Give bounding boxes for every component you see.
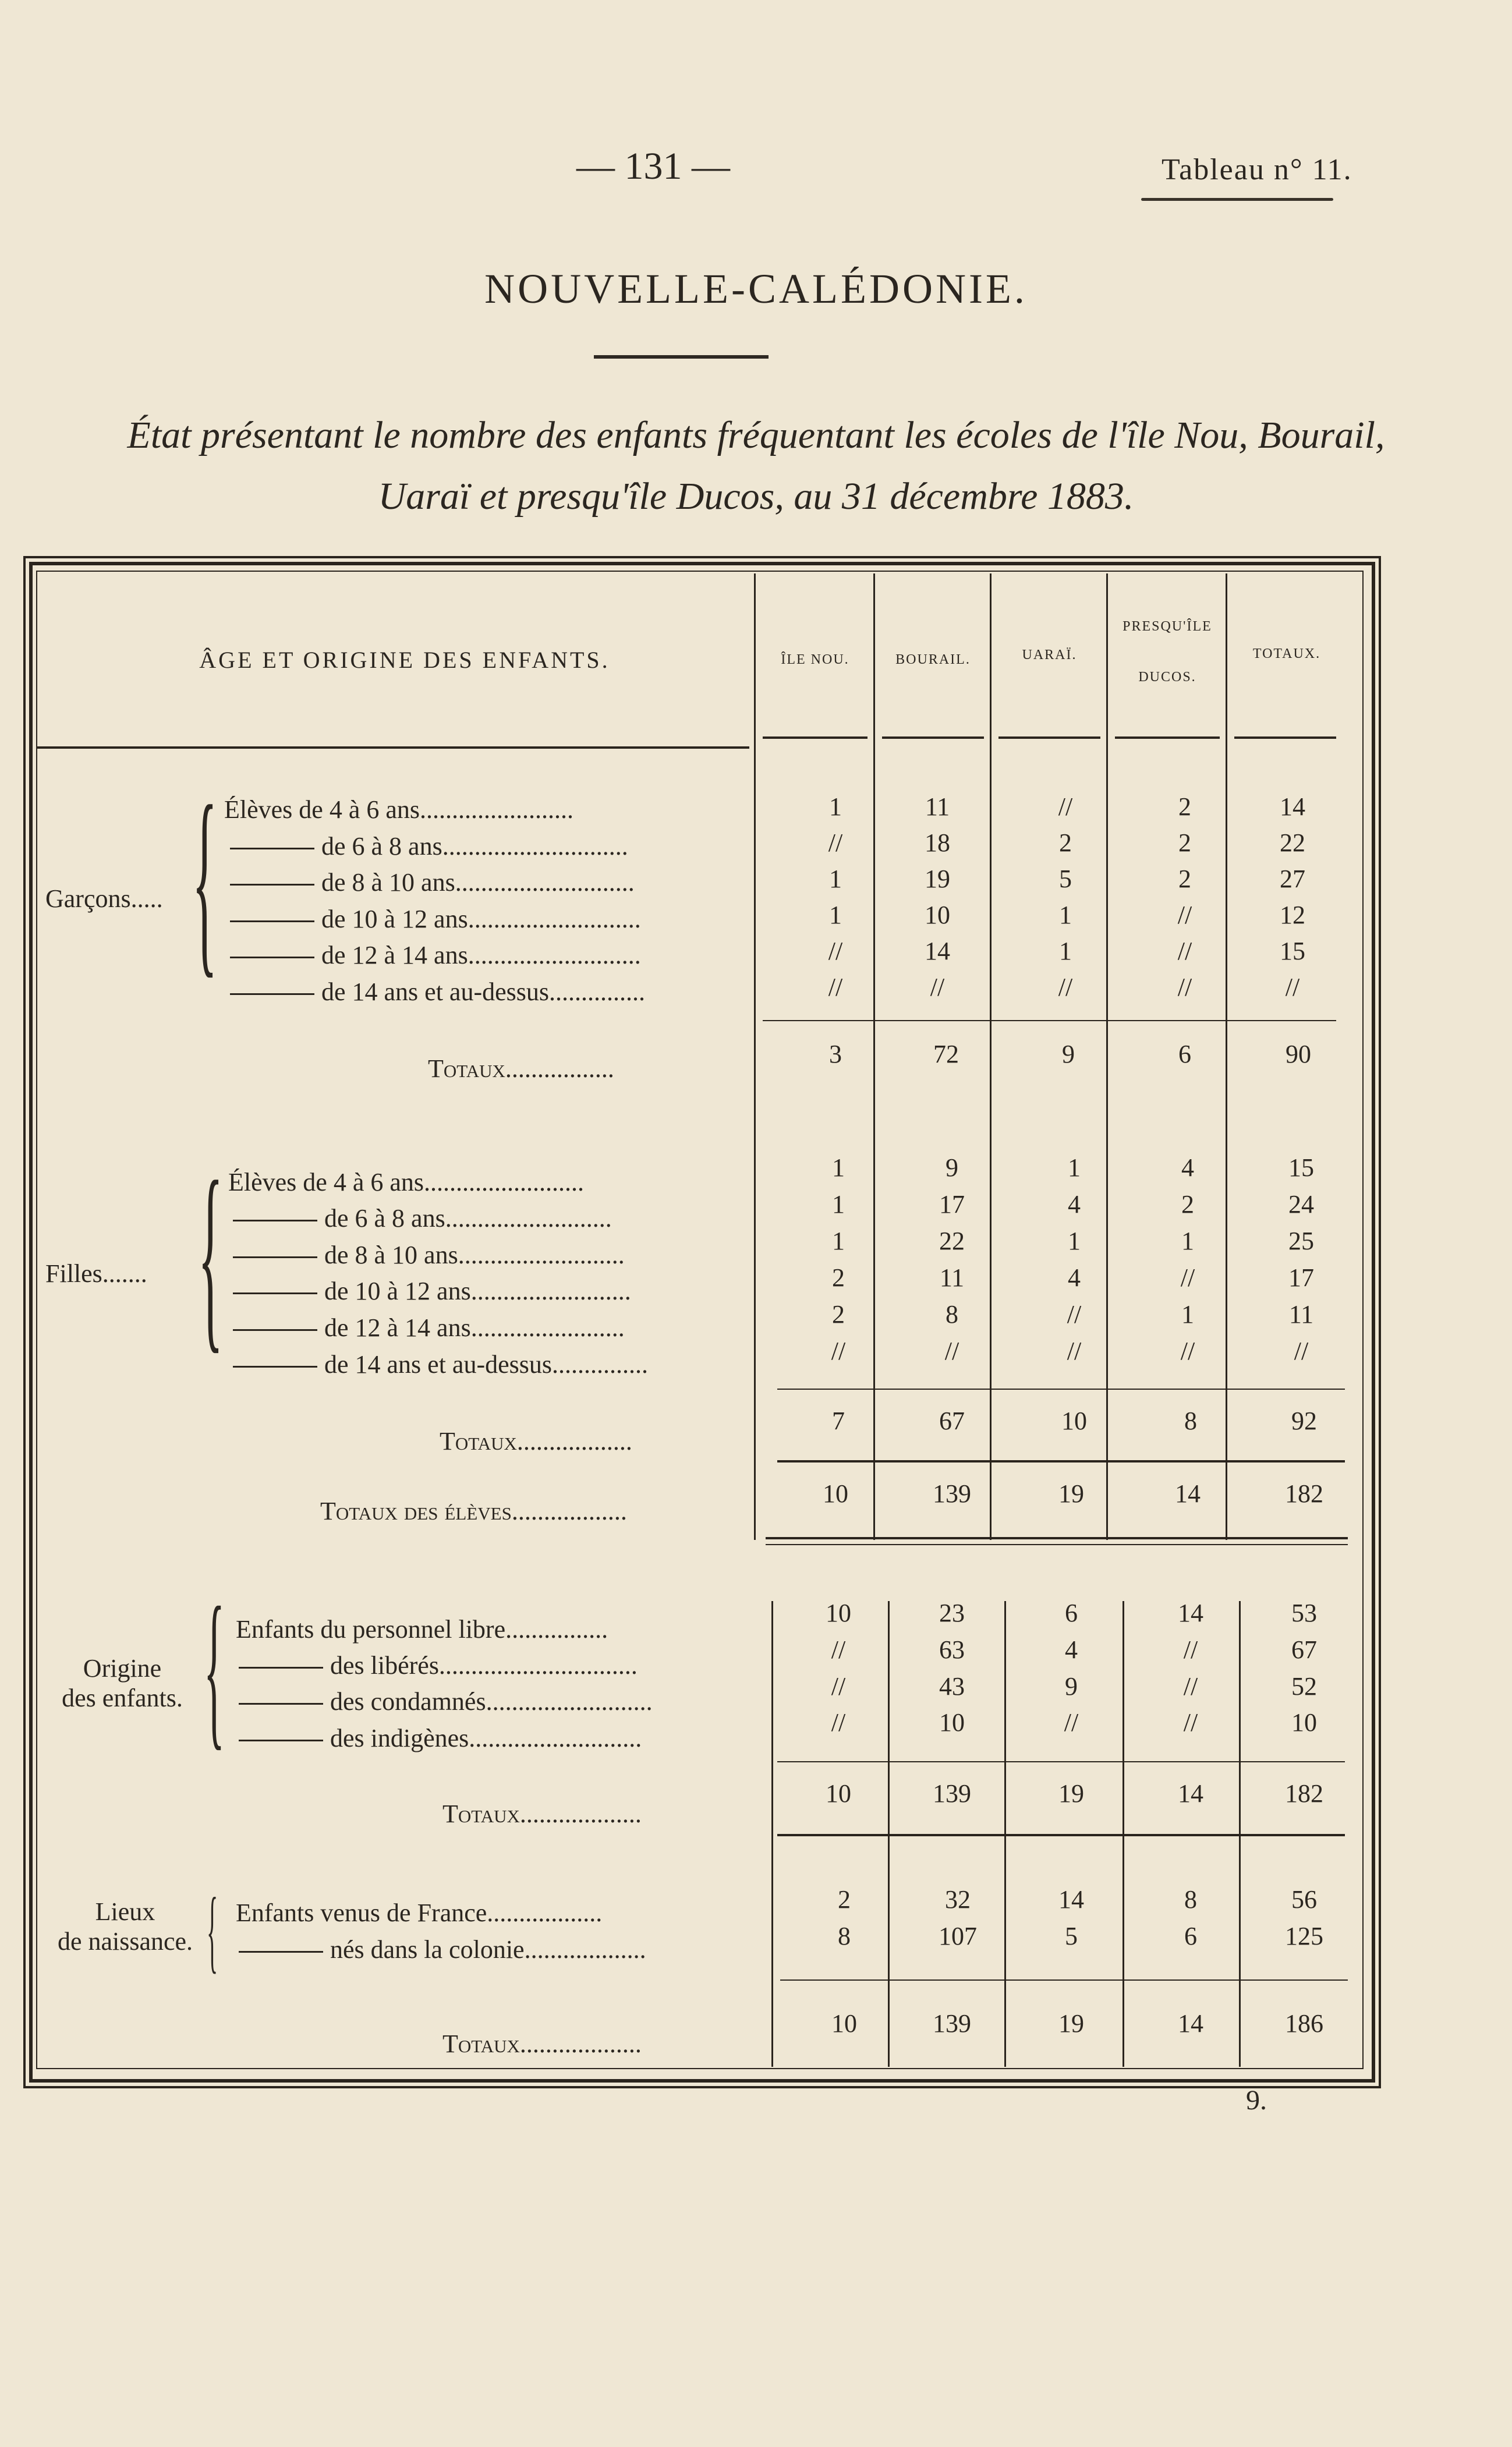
header-rule	[998, 736, 1100, 739]
cell: 8	[838, 1922, 851, 1950]
cell: 5	[1065, 1922, 1078, 1950]
cell: 6	[1065, 1599, 1078, 1627]
cell: //	[1067, 1300, 1082, 1329]
caption-line-2: Uaraï et presqu'île Ducos, au 31 décembre 1883.	[378, 475, 1134, 518]
total-cell: 139	[933, 1779, 971, 1808]
cell: 53	[1291, 1599, 1317, 1627]
cell: 2	[838, 1885, 851, 1914]
header-rule	[882, 736, 984, 739]
cell: //	[831, 1635, 846, 1664]
cell: 1	[832, 1190, 845, 1219]
cell: //	[828, 973, 843, 1001]
cell: 14	[1280, 792, 1305, 821]
total-cell: 14	[1178, 1779, 1203, 1808]
row-label: des indigènes...........................	[239, 1723, 642, 1753]
row-label: nés dans la colonie...................	[239, 1935, 646, 1964]
total-cell: 139	[933, 1479, 971, 1508]
cell: 1	[1181, 1300, 1194, 1329]
header-bourail: BOURAIL.	[895, 652, 971, 667]
cell: 1	[1059, 901, 1072, 929]
total-cell: 10	[1061, 1407, 1087, 1435]
cell: 15	[1280, 937, 1305, 965]
cell: 18	[925, 828, 950, 857]
cell: //	[1177, 901, 1192, 929]
cell: 17	[939, 1190, 965, 1219]
group-garcons: Garçons.....	[45, 884, 163, 913]
section-rule	[766, 1537, 1348, 1539]
header-rule	[1115, 736, 1220, 739]
brace-lieux: {	[207, 1878, 218, 1982]
column-divider	[754, 573, 756, 1540]
header-rule	[36, 746, 749, 749]
total-cell: 19	[1058, 1479, 1084, 1508]
row-label: Élèves de 4 à 6 ans........................	[224, 795, 573, 824]
group-origine-line2: des enfants.	[62, 1684, 183, 1712]
group-filles: Filles.......	[45, 1259, 147, 1288]
cell: 4	[1068, 1263, 1081, 1292]
cell: 14	[1178, 1599, 1203, 1627]
cell: //	[1183, 1635, 1198, 1664]
brace-garcons: {	[192, 763, 218, 995]
cell: //	[1180, 1337, 1195, 1365]
cell: 22	[939, 1227, 965, 1255]
total-cell: 182	[1285, 1779, 1323, 1808]
group-lieux	[47, 1897, 204, 1956]
cell: 6	[1184, 1922, 1197, 1950]
cell: 107	[939, 1922, 977, 1950]
total-cell: 3	[829, 1040, 842, 1068]
cell: 2	[1178, 792, 1191, 821]
total-cell: 186	[1285, 2009, 1323, 2038]
cell: //	[1180, 1263, 1195, 1292]
cell: 56	[1291, 1885, 1317, 1914]
cell: 17	[1288, 1263, 1314, 1292]
cell: 1	[829, 792, 842, 821]
cell: 4	[1181, 1153, 1194, 1182]
cell: 1	[829, 901, 842, 929]
section-rule	[766, 1544, 1348, 1545]
total-cell: 10	[826, 1779, 851, 1808]
cell: 25	[1288, 1227, 1314, 1255]
cell: 1	[1068, 1227, 1081, 1255]
cell: //	[1183, 1672, 1198, 1701]
cell: 2	[1178, 828, 1191, 857]
header-age-origin: ÂGE ET ORIGINE DES ENFANTS.	[199, 647, 610, 673]
totals-label: Totaux...................	[442, 2030, 642, 2058]
row-label: de 12 à 14 ans........................	[233, 1313, 625, 1343]
row-label: des condamnés..........................	[239, 1687, 653, 1716]
subtotal-rule	[777, 1389, 1345, 1390]
total-cell: 92	[1291, 1407, 1317, 1435]
row-label: de 10 à 12 ans.........................	[233, 1276, 631, 1306]
cell: //	[1177, 937, 1192, 965]
total-cell: 9	[1062, 1040, 1075, 1068]
header-totaux: TOTAUX.	[1252, 646, 1321, 661]
cell: 12	[1280, 901, 1305, 929]
subtotal-rule	[780, 1979, 1348, 1981]
total-cell: 7	[832, 1407, 845, 1435]
page-title: NOUVELLE-CALÉDONIE.	[484, 265, 1028, 312]
brace-origine: {	[204, 1571, 225, 1765]
group-origine-line1: Origine	[83, 1654, 162, 1683]
tableau-underline	[1141, 198, 1333, 201]
header-uarai: UARAÏ.	[1022, 647, 1077, 663]
cell: 43	[939, 1672, 965, 1701]
total-cell: 6	[1178, 1040, 1191, 1068]
row-label: des libérés...............................	[239, 1651, 638, 1680]
cell: 2	[1059, 828, 1072, 857]
cell: 24	[1288, 1190, 1314, 1219]
cell: //	[1058, 792, 1073, 821]
signature-mark: 9.	[1246, 2085, 1267, 2116]
cell: //	[1058, 973, 1073, 1001]
header-rule	[1234, 736, 1336, 739]
cell: 52	[1291, 1672, 1317, 1701]
subtotal-rule	[763, 1020, 1336, 1021]
cell: 1	[832, 1153, 845, 1182]
caption-line-1: État présentant le nombre des enfants fréquentant les écoles de l'île Nou, Bourail,	[127, 414, 1385, 456]
total-cell: 90	[1286, 1040, 1311, 1068]
header-ducos: DUCOS.	[1138, 670, 1196, 685]
cell: //	[944, 1337, 959, 1365]
cell: 10	[826, 1599, 851, 1627]
cell: //	[1067, 1337, 1082, 1365]
cell: 1	[832, 1227, 845, 1255]
row-label: Enfants venus de France..................	[236, 1899, 603, 1927]
total-cell: 10	[823, 1479, 848, 1508]
cell: //	[831, 1672, 846, 1701]
total-cell: 8	[1184, 1407, 1197, 1435]
cell: //	[828, 937, 843, 965]
subtotal-rule	[777, 1761, 1345, 1762]
cell: 4	[1065, 1635, 1078, 1664]
row-label: de 6 à 8 ans.............................	[230, 831, 628, 861]
total-cell: 182	[1285, 1479, 1323, 1508]
cell: 1	[829, 865, 842, 893]
cell: //	[1285, 973, 1300, 1001]
header-ile-nou: ÎLE NOU.	[781, 652, 849, 667]
cell: //	[1177, 973, 1192, 1001]
cell: 2	[1181, 1190, 1194, 1219]
cell: 125	[1285, 1922, 1323, 1950]
cell: 10	[939, 1708, 965, 1737]
cell: 10	[1291, 1708, 1317, 1737]
row-label: de 8 à 10 ans............................	[230, 867, 635, 897]
cell: 11	[1288, 1300, 1314, 1329]
row-label: de 8 à 10 ans..........................	[233, 1240, 625, 1270]
group-lieux-line2: de naissance.	[57, 1927, 193, 1956]
cell: 63	[939, 1635, 965, 1664]
cell: 1	[1181, 1227, 1194, 1255]
total-cell: 10	[831, 2009, 857, 2038]
row-label: Enfants du personnel libre................	[236, 1615, 608, 1644]
total-cell: 14	[1175, 1479, 1201, 1508]
row-label: de 14 ans et au-dessus...............	[233, 1350, 648, 1379]
cell: //	[930, 973, 945, 1001]
cell: 27	[1280, 865, 1305, 893]
cell: 8	[946, 1300, 958, 1329]
cell: 32	[945, 1885, 971, 1914]
cell: 1	[1059, 937, 1072, 965]
total-cell: 19	[1058, 1779, 1084, 1808]
cell: 2	[832, 1300, 845, 1329]
cell: 4	[1068, 1190, 1081, 1219]
cell: 9	[1065, 1672, 1078, 1701]
cell: 1	[1068, 1153, 1081, 1182]
total-cell: 72	[933, 1040, 959, 1068]
cell: //	[831, 1337, 846, 1365]
row-label: Élèves de 4 à 6 ans.........................	[228, 1168, 584, 1196]
totals-label: Totaux...................	[442, 1800, 642, 1828]
cell: //	[828, 828, 843, 857]
cell: 19	[925, 865, 950, 893]
totals-label: Totaux.................	[428, 1054, 614, 1083]
group-origine	[52, 1653, 192, 1713]
total-cell: 67	[939, 1407, 965, 1435]
row-label: de 10 à 12 ans...........................	[230, 904, 641, 934]
row-label: de 14 ans et au-dessus...............	[230, 977, 645, 1007]
cell: //	[1294, 1337, 1309, 1365]
cell: 11	[925, 792, 950, 821]
header-rule	[763, 736, 867, 739]
cell: 2	[832, 1263, 845, 1292]
cell: 22	[1280, 828, 1305, 857]
total-cell: 139	[933, 2009, 971, 2038]
cell: 11	[939, 1263, 965, 1292]
row-label: de 6 à 8 ans..........................	[233, 1203, 612, 1233]
total-cell: 14	[1178, 2009, 1203, 2038]
cell: 10	[925, 901, 950, 929]
cell: 14	[1058, 1885, 1084, 1914]
header-presquile: PRESQU'ÎLE	[1123, 619, 1212, 634]
cell: 67	[1291, 1635, 1317, 1664]
title-rule	[594, 355, 769, 359]
cell: 8	[1184, 1885, 1197, 1914]
cell: 14	[925, 937, 950, 965]
cell: 5	[1059, 865, 1072, 893]
cell: 9	[946, 1153, 958, 1182]
cell: //	[831, 1708, 846, 1737]
page-number: — 131 —	[576, 145, 730, 187]
cell: 23	[939, 1599, 965, 1627]
brace-filles: {	[198, 1138, 224, 1371]
row-label: de 12 à 14 ans...........................	[230, 940, 641, 970]
group-lieux-line1: Lieux	[95, 1897, 155, 1926]
section-rule	[777, 1834, 1345, 1836]
cell: //	[1064, 1708, 1079, 1737]
column-divider	[771, 1601, 773, 2067]
cell: 2	[1178, 865, 1191, 893]
totals-label: Totaux..................	[440, 1427, 632, 1456]
tableau-number: Tableau n° 11.	[1162, 153, 1352, 186]
grand-totals-label: Totaux des élèves..................	[320, 1497, 627, 1525]
cell: //	[1183, 1708, 1198, 1737]
total-cell: 19	[1058, 2009, 1084, 2038]
subtotal-rule	[777, 1460, 1345, 1462]
cell: 15	[1288, 1153, 1314, 1182]
